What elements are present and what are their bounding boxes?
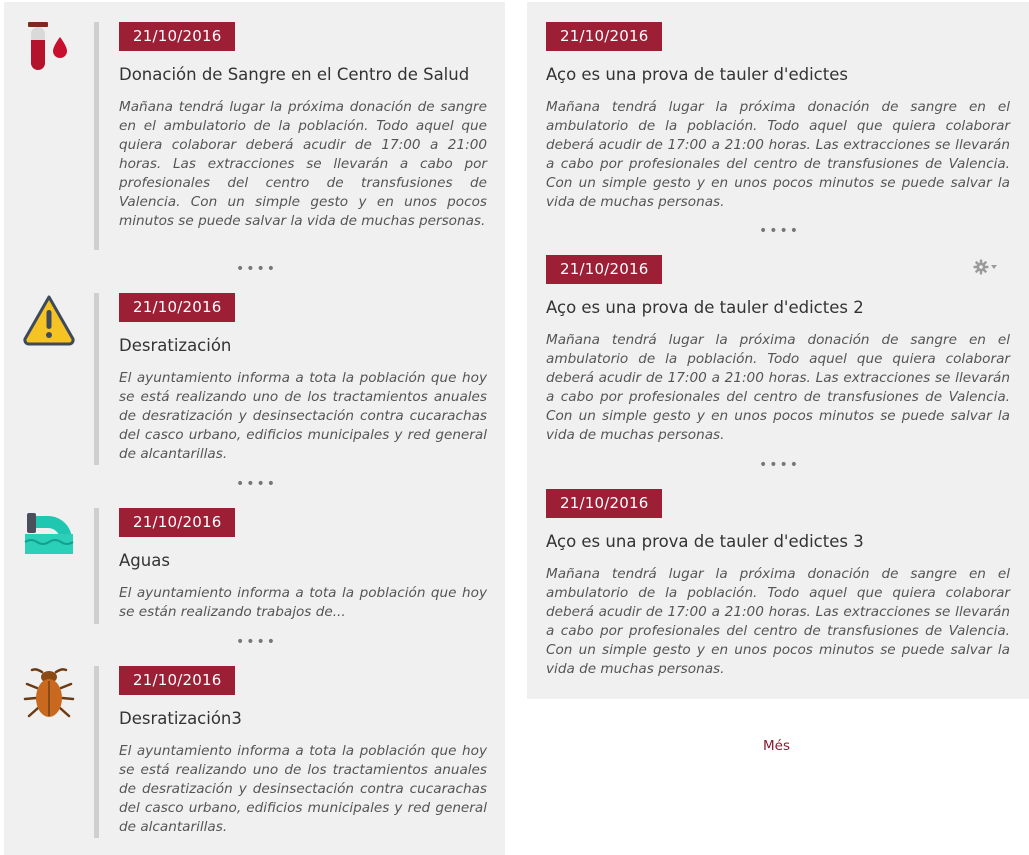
news-summary: El ayuntamiento informa a tota la población que hoy se está realizando uno de los tractamientos anuales de desratización y desinsectación contra cucarachas del casco urbano, edificios municipales y red general de alcantarillas. bbox=[119, 370, 487, 462]
date-badge: 21/10/2016 bbox=[119, 666, 235, 695]
separator-dots: •••• bbox=[759, 223, 801, 239]
edict-summary: Mañana tendrá lugar la próxima donación de sangre en el ambulatorio de la población. Todo aquel que quiera colaborar deberá acudir de 17:00 a 21:00 horas. Las extracciones se llevarán a cabo por profesionales del centro de transfusiones de Valencia. Con un simple gesto y en unos pocos minutos se puede salvar la vida de muchas personas. bbox=[546, 332, 1010, 443]
edict-item bbox=[546, 489, 1010, 679]
settings-dropdown[interactable] bbox=[973, 259, 999, 275]
more-link[interactable]: Més bbox=[763, 738, 790, 754]
timeline-bar bbox=[94, 666, 99, 838]
separator-dots: •••• bbox=[236, 261, 278, 277]
news-summary: Mañana tendrá lugar la próxima donación de sangre en el ambulatorio de la población. Todo aquel que quiera colaborar deberá acudir de 17:00 a 21:00 horas. Las extracciones se llevarán a cabo por profesionales del centro de transfusiones de Valencia. Con un simple gesto y en unos pocos minutos se puede salvar la vida de muchas personas. bbox=[119, 99, 487, 229]
warning-icon bbox=[22, 293, 76, 349]
edict-item bbox=[546, 255, 1010, 445]
news-title[interactable]: Donación de Sangre en el Centro de Salud bbox=[119, 65, 470, 84]
news-item bbox=[4, 22, 505, 252]
separator-dots: •••• bbox=[236, 476, 278, 492]
edict-title[interactable]: Aço es una prova de tauler d'edictes 2 bbox=[546, 298, 864, 317]
gear-icon bbox=[973, 259, 999, 275]
date-badge: 21/10/2016 bbox=[119, 508, 235, 537]
timeline-bar bbox=[94, 22, 99, 250]
edict-title[interactable]: Aço es una prova de tauler d'edictes 3 bbox=[546, 532, 864, 551]
news-item bbox=[4, 508, 505, 628]
news-summary: El ayuntamiento informa a tota la población que hoy se está realizando uno de los tractamientos anuales de desratización y desinsectación contra cucarachas del casco urbano, edificios municipales y red general de alcantarillas. bbox=[119, 743, 487, 835]
blood-tube-icon bbox=[22, 22, 76, 78]
date-badge: 21/10/2016 bbox=[546, 255, 662, 284]
edict-title[interactable]: Aço es una prova de tauler d'edictes bbox=[546, 65, 848, 84]
separator-dots: •••• bbox=[759, 457, 801, 473]
date-badge: 21/10/2016 bbox=[546, 489, 662, 518]
timeline-bar bbox=[94, 293, 99, 465]
left-news-panel bbox=[4, 2, 505, 855]
cockroach-icon bbox=[22, 666, 76, 722]
edict-summary: Mañana tendrá lugar la próxima donación de sangre en el ambulatorio de la población. Todo aquel que quiera colaborar deberá acudir de 17:00 a 21:00 horas. Las extracciones se llevarán a cabo por profesionales del centro de transfusiones de Valencia. Con un simple gesto y en unos pocos minutos se puede salvar la vida de muchas personas. bbox=[546, 99, 1010, 210]
edict-summary: Mañana tendrá lugar la próxima donación de sangre en el ambulatorio de la población. Todo aquel que quiera colaborar deberá acudir de 17:00 a 21:00 horas. Las extracciones se llevarán a cabo por profesionales del centro de transfusiones de Valencia. Con un simple gesto y en unos pocos minutos se puede salvar la vida de muchas personas. bbox=[546, 566, 1010, 677]
date-badge: 21/10/2016 bbox=[546, 22, 662, 51]
date-badge: 21/10/2016 bbox=[119, 293, 235, 322]
news-summary: El ayuntamiento informa a tota la población que hoy se están realizando trabajos de... bbox=[119, 585, 487, 620]
news-item bbox=[4, 293, 505, 468]
right-edicts-panel bbox=[527, 2, 1029, 699]
news-title[interactable]: Aguas bbox=[119, 551, 170, 570]
separator-dots: •••• bbox=[236, 634, 278, 650]
timeline-bar bbox=[94, 508, 99, 624]
edict-item bbox=[546, 22, 1010, 212]
news-item bbox=[4, 666, 505, 841]
date-badge: 21/10/2016 bbox=[119, 22, 235, 51]
news-title[interactable]: Desratización bbox=[119, 336, 232, 355]
news-title[interactable]: Desratización3 bbox=[119, 709, 242, 728]
water-pipe-icon bbox=[22, 508, 76, 564]
